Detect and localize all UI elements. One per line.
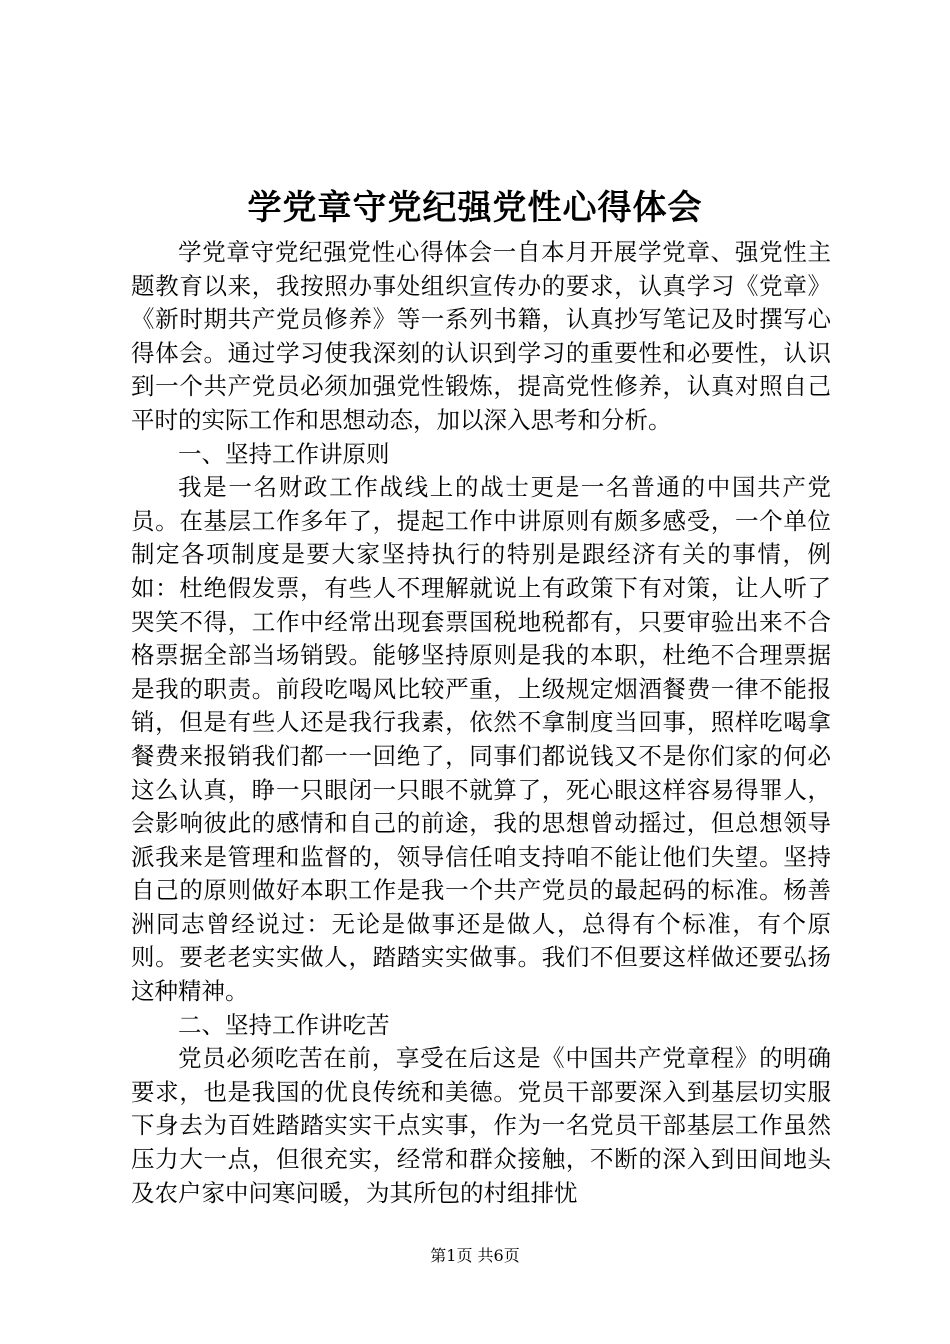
page-title: 学党章守党纪强党性心得体会	[247, 188, 703, 228]
document-body	[131, 236, 831, 1210]
section-heading-2: 二、坚持工作讲吃苦	[178, 1010, 390, 1039]
page-footer: 第1页 共6页	[430, 1246, 520, 1265]
paragraph-section-1: 我是一名财政工作战线上的战士更是一名普通的中国共产党员。在基层工作多年了，提起工作中讲原则有颇多感受，一个单位制定各项制度是要大家坚持执行的特别是跟经济有关的事情，例如：杜绝假发票，有些人不理解就说上有政策下有对策，让人听了哭笑不得，工作中经常出现套票国税地税都有，只要审验出来不合格票据全部当场销毁。能够坚持原则是我的本职，杜绝不合理票据是我的职责。前段吃喝风比较严重，上级规定烟酒餐费一律不能报销，但是有些人还是我行我素，依然不拿制度当回事，照样吃喝拿餐费来报销我们都一一回绝了，同事们都说钱又不是你们家的何必这么认真，睁一只眼闭一只眼不就算了，死心眼这样容易得罪人，会影响彼此的感情和自己的前途，我的思想曾动摇过，但总想领导派我来是管理和监督的，领导信任咱支持咱不能让他们失望。坚持自己的原则做好本职工作是我一个共产党员的最起码的标准。杨善洲同志曾经说过：无论是做事还是做人，总得有个标准，有个原则。要老老实实做人，踏踏实实做事。我们不但要这样做还要弘扬这种精神。	[131, 473, 831, 1006]
paragraph-intro: 学党章守党纪强党性心得体会一自本月开展学党章、强党性主题教育以来，我按照办事处组织宣传办的要求，认真学习《党章》《新时期共产党员修养》等一系列书籍，认真抄写笔记及时撰写心得体会。通过学习使我深刻的认识到学习的重要性和必要性，认识到一个共产党员必须加强党性锻炼，提高党性修养，认真对照自己平时的实际工作和思想动态，加以深入思考和分析。	[131, 238, 831, 434]
section-heading-1: 一、坚持工作讲原则	[178, 439, 390, 468]
paragraph-section-2: 党员必须吃苦在前，享受在后这是《中国共产党章程》的明确要求，也是我国的优良传统和美德。党员干部要深入到基层切实服下身去为百姓踏踏实实干点实事，作为一名党员干部基层工作虽然压力大一点，但很充实，经常和群众接触，不断的深入到田间地头及农户家中问寒问暖，为其所包的村组排忧	[131, 1044, 831, 1207]
